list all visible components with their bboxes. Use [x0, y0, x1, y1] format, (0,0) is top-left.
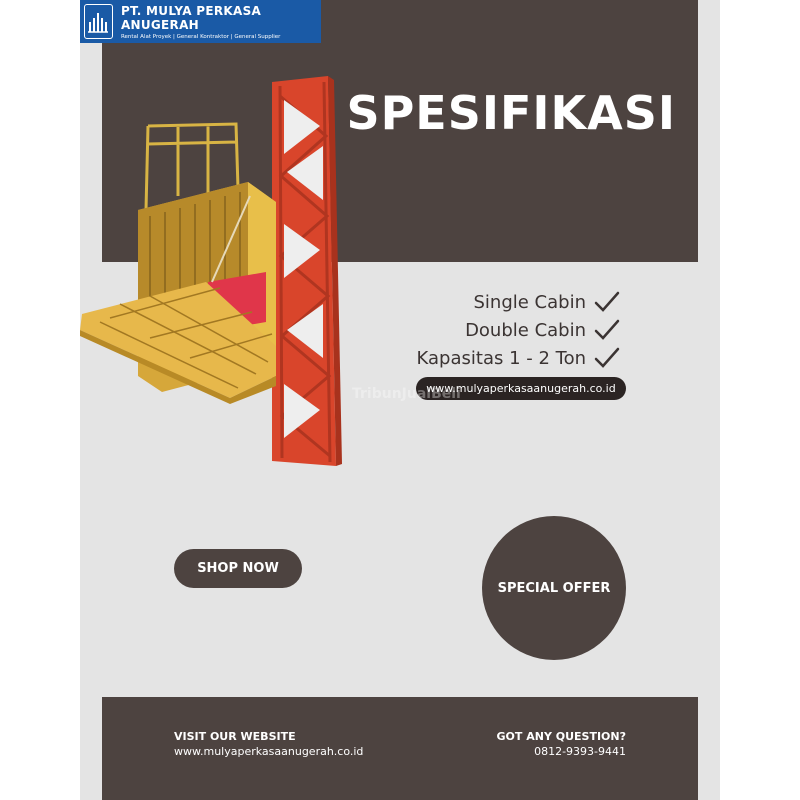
- footer-website-heading: VISIT OUR WEBSITE: [174, 730, 296, 743]
- building-logo-icon: [84, 4, 113, 39]
- company-tagline: Rental Alat Proyek | General Kontraktor | General Supplier: [120, 33, 281, 40]
- footer-phone[interactable]: 0812-9393-9441: [534, 745, 626, 758]
- feature-label: Single Cabin: [473, 291, 586, 313]
- feature-label: Double Cabin: [465, 319, 586, 341]
- shop-now-button[interactable]: SHOP NOW: [174, 549, 302, 588]
- check-icon: [594, 347, 620, 369]
- website-link[interactable]: www.mulyaperkasaanugerah.co.id: [416, 377, 626, 400]
- footer-contact: [497, 730, 626, 758]
- special-offer-badge[interactable]: SPECIAL OFFER: [482, 516, 626, 660]
- poster: [80, 0, 720, 800]
- footer-website: [174, 730, 363, 758]
- footer: [102, 697, 698, 800]
- footer-question-heading: GOT ANY QUESTION?: [496, 730, 626, 743]
- feature-item: [360, 288, 620, 316]
- feature-label: Kapasitas 1 - 2 Ton: [416, 347, 586, 369]
- feature-list: [360, 288, 620, 372]
- construction-hoist-image: [80, 76, 350, 476]
- company-logo[interactable]: [80, 0, 321, 43]
- check-icon: [594, 319, 620, 341]
- company-name: PT. MULYA PERKASA ANUGERAH: [120, 3, 262, 32]
- page-title: SPESIFIKASI: [346, 86, 676, 140]
- watermark: TribunJualBeli: [352, 386, 461, 402]
- footer-website-url[interactable]: www.mulyaperkasaanugerah.co.id: [174, 745, 364, 758]
- check-icon: [594, 291, 620, 313]
- logo-text: [121, 4, 321, 40]
- feature-item: [360, 316, 620, 344]
- feature-item: [360, 344, 620, 372]
